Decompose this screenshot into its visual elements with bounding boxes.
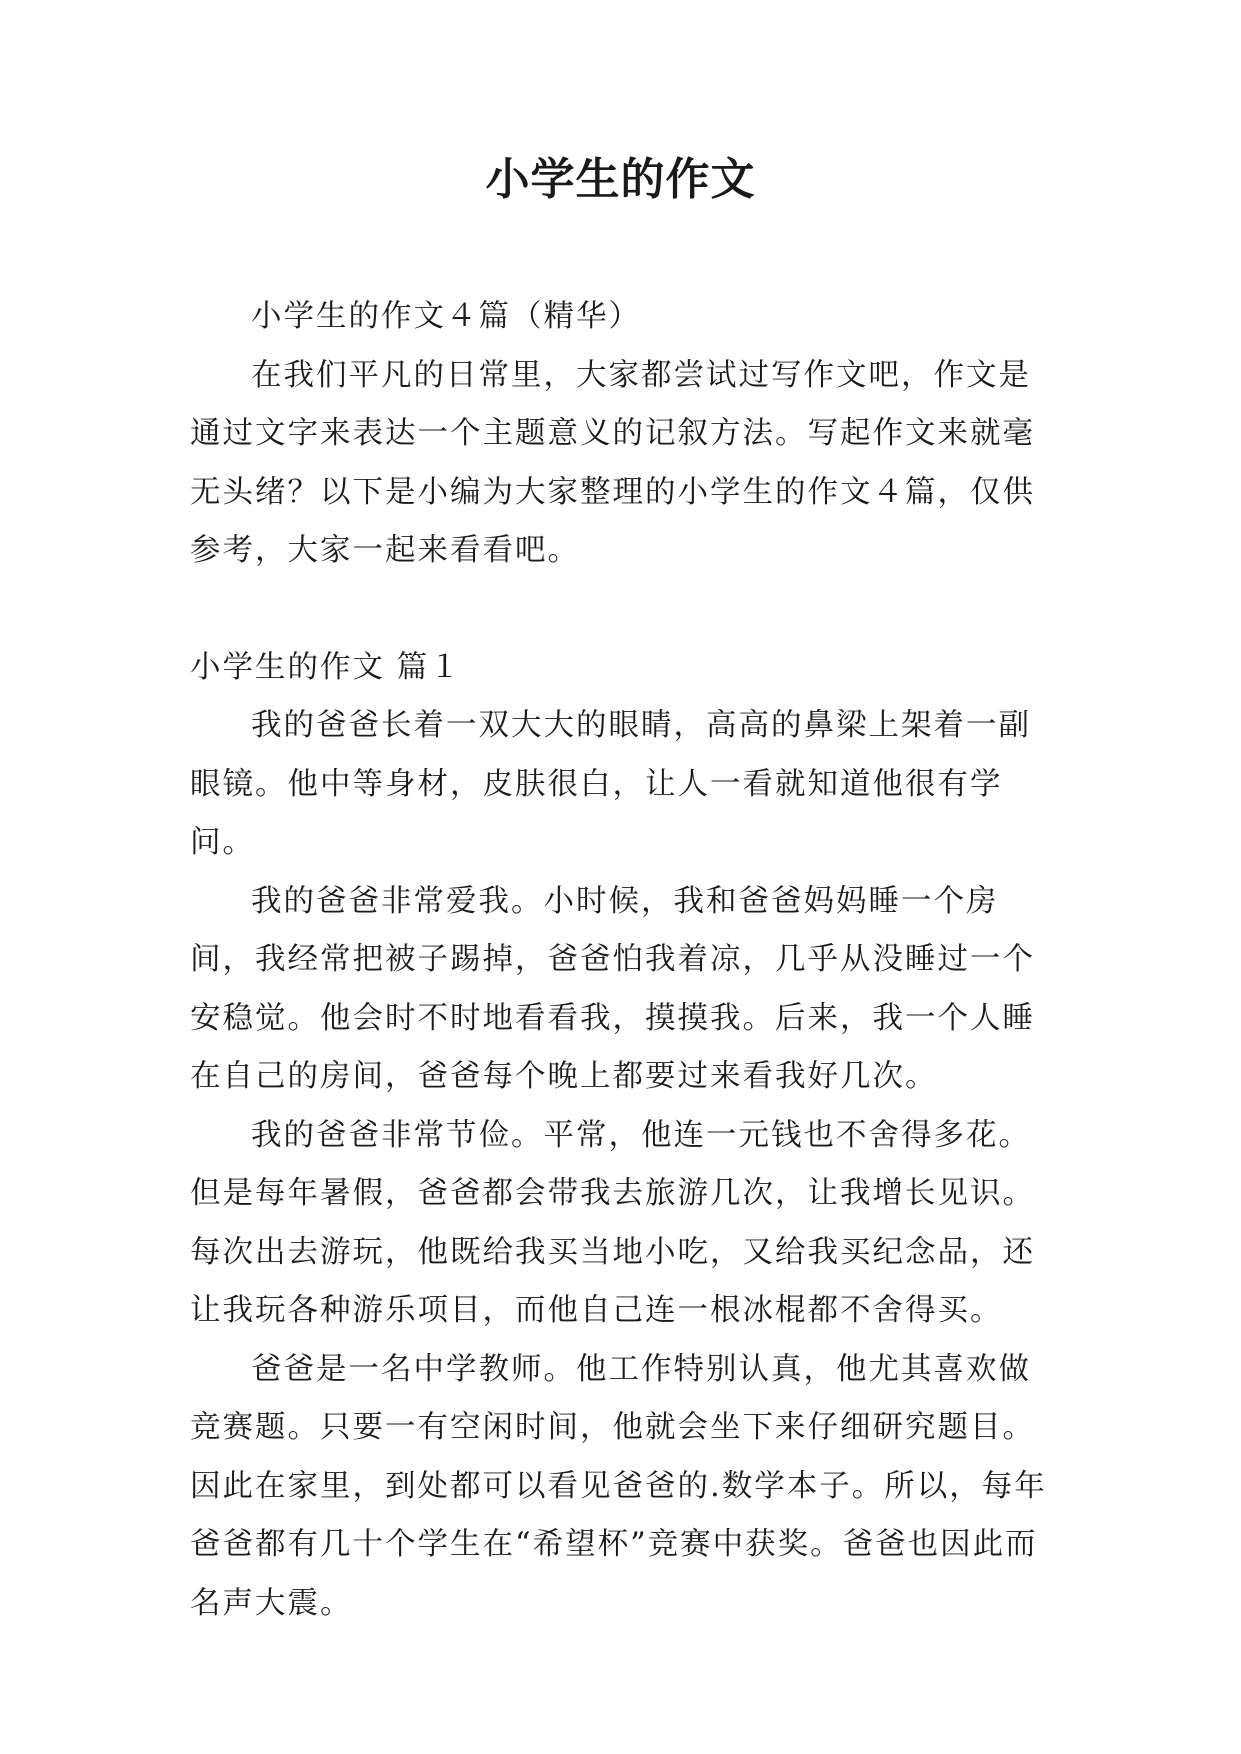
section-heading: 小学生的作文 篇１ — [190, 649, 462, 685]
body-paragraph-3: 我的爸爸非常节俭。平常，他连一元钱也不舍得多花。但是每年暑假，爸爸都会带我去旅游几次，让我增长见识。每次出去游玩，他既给我买当地小吃，又给我买纪念品，还让我玩各种游乐项目，而他自己连一根冰棍都不舍得买。 — [190, 1117, 1035, 1328]
body-paragraph-2: 我的爸爸非常爱我。小时候，我和爸爸妈妈睡一个房间，我经常把被子踢掉，爸爸怕我着凉，几乎从没睡过一个安稳觉。他会时不时地看看我，摸摸我。后来，我一个人睡在自己的房间，爸爸每个晚上都要过来看我好几次。 — [190, 883, 1035, 1094]
document-body — [190, 288, 1050, 1633]
intro-paragraph: 在我们平凡的日常里，大家都尝试过写作文吧，作文是通过文字来表达一个主题意义的记叙方法。写起作文来就毫无头绪？以下是小编为大家整理的小学生的作文４篇，仅供参考，大家一起来看看吧。 — [190, 357, 1035, 568]
document-title: 小学生的作文 — [485, 154, 756, 205]
section-spacer — [190, 581, 1050, 639]
document-subtitle: 小学生的作文４篇（精华） — [251, 299, 641, 334]
body-paragraph-1: 我的爸爸长着一双大大的眼睛，高高的鼻梁上架着一副眼镜。他中等身材，皮肤很白，让人一看就知道他很有学问。 — [190, 708, 1031, 860]
body-paragraph-4: 爸爸是一名中学教师。他工作特别认真，他尤其喜欢做竞赛题。只要一有空闲时间，他就会坐下来仔细研究题目。因此在家里，到处都可以看见爸爸的.数学本子。所以，每年爸爸都有几十个学生在“希望杯”竞赛中获奖。爸爸也因此而名声大震。 — [190, 1351, 1047, 1621]
